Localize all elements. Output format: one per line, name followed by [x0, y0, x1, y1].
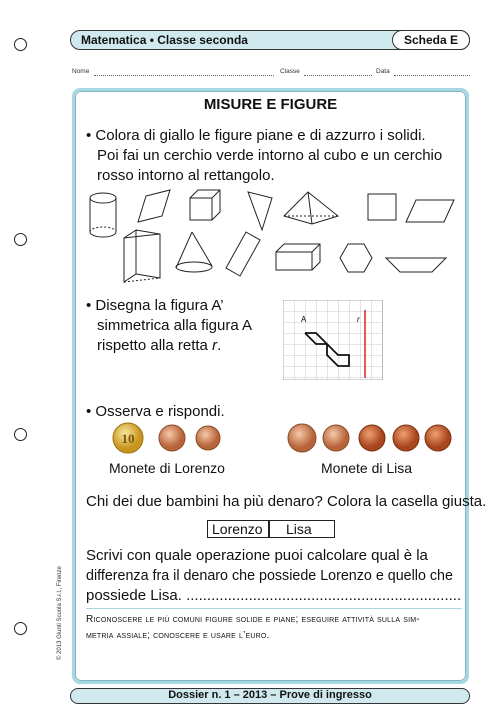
exercise3-write-line1: Scrivi con quale operazione puoi calcolare qual è la	[86, 547, 428, 564]
date-line[interactable]	[394, 68, 470, 76]
exercise1-line1: • Colora di giallo le figure piane e di azzurro i solidi.	[86, 127, 426, 144]
footer-bar: Dossier n. 1 – 2013 – Prove di ingresso	[70, 688, 470, 704]
lisa-coins-label: Monete di Lisa	[321, 460, 413, 476]
exercise3-question: Chi dei due bambini ha più denaro? Colora la casella giusta.	[86, 493, 487, 510]
binder-hole-2	[14, 233, 27, 246]
coin-copper-icon	[159, 425, 185, 451]
page-title: MISURE E FIGURE	[203, 96, 338, 113]
trapezoid-shape[interactable]	[386, 258, 446, 272]
label-r: r	[357, 315, 360, 324]
student-fields	[72, 68, 470, 80]
objectives-divider	[86, 608, 462, 609]
hexagon-shape[interactable]	[340, 244, 372, 272]
objectives-text: Riconoscere le più comuni figure solide e piane; eseguire attività sulla sim- metria assiale; conoscere e usare l’euro.	[86, 614, 420, 641]
exercise3-intro: • Osserva e rispondi.	[86, 403, 225, 420]
name-label: Nome	[72, 68, 90, 75]
lorenzo-coins	[100, 420, 230, 456]
header-title: Matematica • Classe seconda	[81, 33, 248, 47]
binder-hole-1	[14, 38, 27, 51]
cone-shape[interactable]	[176, 232, 212, 272]
choice-lisa-box[interactable]: Lisa	[269, 520, 335, 538]
coin-copper-icon	[196, 426, 220, 450]
shapes-figure	[80, 186, 470, 286]
exercise2-line1: • Disegna la figura A’	[86, 297, 224, 314]
exercise3-write-line2: differenza fra il denaro che possiede Lorenzo e quello che	[86, 568, 453, 584]
exercise2-line3: rispetto alla retta r.	[97, 337, 222, 354]
cylinder-shape[interactable]	[90, 193, 116, 237]
lorenzo-coins-label: Monete di Lorenzo	[109, 460, 225, 476]
exercise1-line2: Poi fai un cerchio verde intorno al cubo e un cerchio	[97, 147, 443, 164]
class-line[interactable]	[304, 68, 372, 76]
binder-hole-4	[14, 622, 27, 635]
exercise1-line3: rosso intorno al rettangolo.	[97, 167, 275, 184]
name-line[interactable]	[94, 68, 274, 76]
copyright-note: © 2013 Giunti Scuola S.r.l., Firenze	[57, 566, 63, 660]
square-shape[interactable]	[368, 194, 396, 220]
triangle-shape[interactable]	[248, 192, 272, 230]
symmetry-grid[interactable]	[283, 300, 383, 380]
date-label: Data	[376, 68, 390, 75]
parallelogram-shape[interactable]	[406, 200, 454, 222]
exercise2-line2: simmetrica alla figura A	[97, 317, 253, 334]
coin-copper-icon	[425, 425, 451, 451]
coin-copper-icon	[323, 425, 349, 451]
exercise3-write-line3[interactable]: possiede Lisa. ..................................................................	[86, 587, 462, 604]
rhombus-shape[interactable]	[138, 190, 170, 222]
pyramid-shape[interactable]	[284, 192, 338, 224]
binder-hole-3	[14, 428, 27, 441]
coin-copper-icon	[359, 425, 385, 451]
svg-text:10: 10	[121, 431, 135, 446]
coin-copper-icon	[393, 425, 419, 451]
header-bar	[70, 30, 470, 50]
class-label: Classe	[280, 68, 300, 75]
label-a: A	[301, 315, 307, 324]
cube-shape[interactable]	[190, 190, 220, 220]
box-shape[interactable]	[276, 244, 320, 270]
lisa-coins	[284, 420, 454, 456]
prism-shape[interactable]	[124, 230, 160, 282]
rectangle-shape[interactable]	[226, 232, 260, 276]
coin-copper-icon	[288, 424, 316, 452]
worksheet-tag: Scheda E	[392, 30, 470, 50]
choice-lorenzo-box[interactable]: Lorenzo	[207, 520, 269, 538]
